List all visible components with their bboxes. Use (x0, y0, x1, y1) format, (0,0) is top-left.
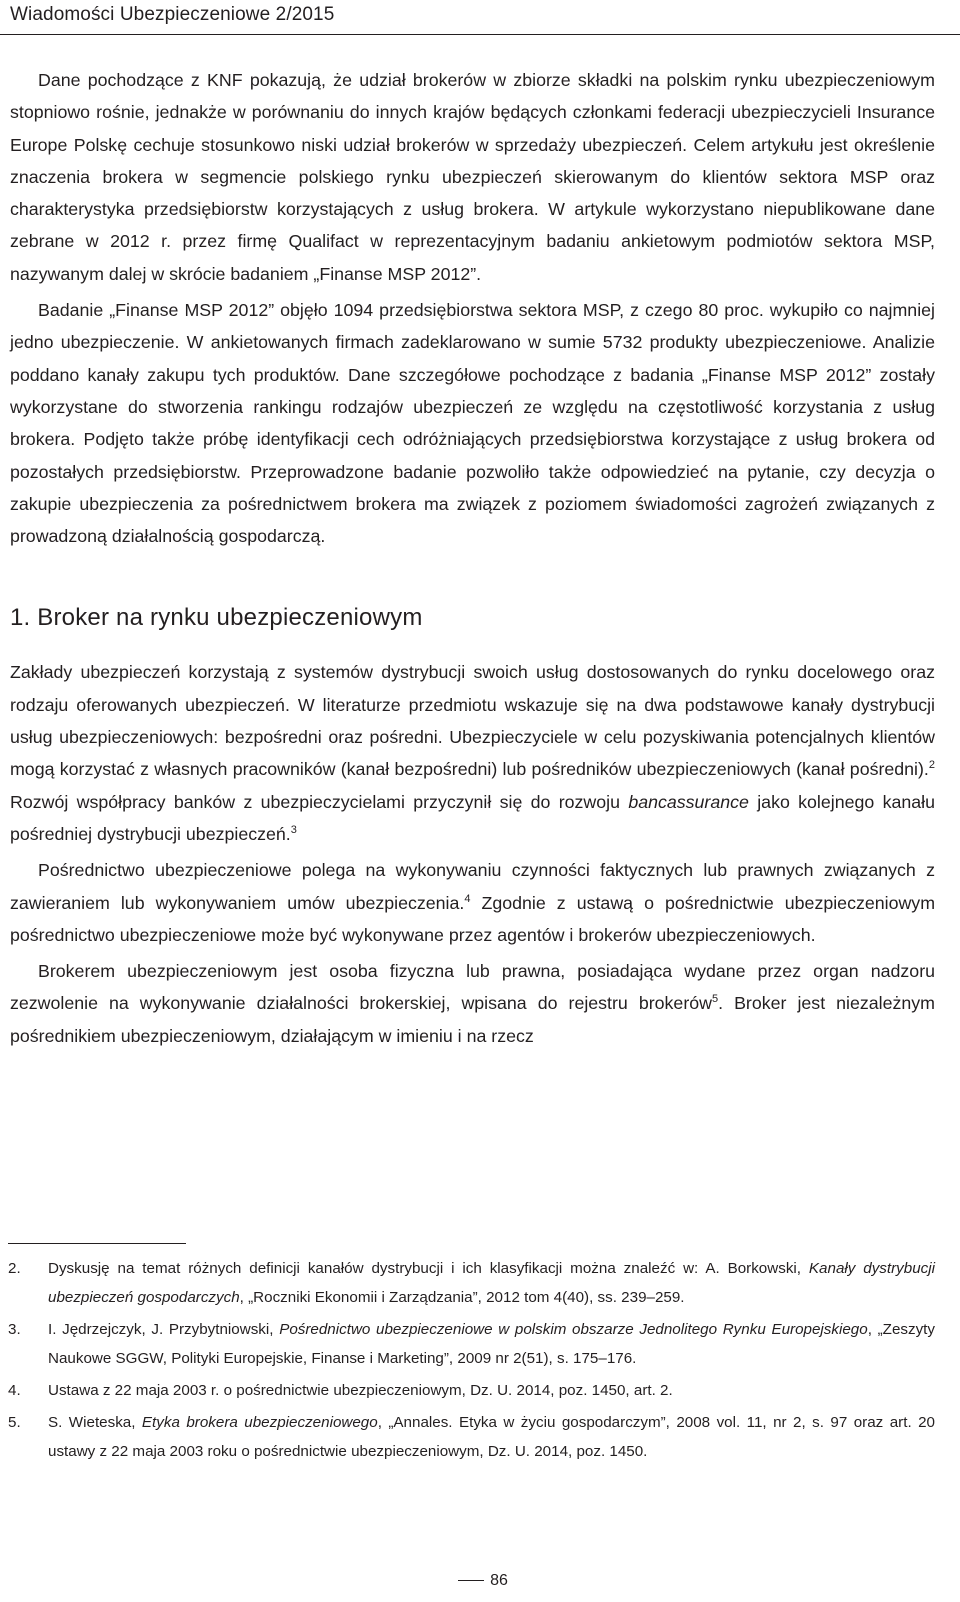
section-paragraph-1 (10, 656, 935, 850)
journal-title: Wiadomości Ubezpieczeniowe 2/2015 (10, 4, 335, 25)
footnote-number: 4. (8, 1382, 21, 1399)
footnote-ref-5: 5 (711, 993, 719, 1006)
footnote-text-part: Ustawa z 22 maja 2003 r. o pośrednictwie ubezpieczeniowym, Dz. U. 2014, poz. 1450, art. 2. (48, 1382, 673, 1399)
footnote-ref-2: 2 (928, 759, 935, 772)
paragraph-text: Zakłady ubezpieczeń korzystają z systemów dystrybucji swoich usług dostosowanych do rynku docelowego oraz rodzaju oferowanych ubezpieczeń. W literaturze przedmiotu wskazuje się na dwa podstawowe kanały dystrybucji usług ubezpieczeniowych: bezpośredni oraz pośredni. Ubezpieczyciele w celu pozyskiwania potencjalnych klientów mogą korzystać z własnych pracowników (kanał bezpośredni) lub pośredników ubezpieczeniowych (kanał pośredni). (10, 662, 935, 780)
footnote-text-part: , „Zeszyty Naukowe SGGW, Polityki Europejskie, Finanse i Marketing”, 2009 nr 2(51), s. 175–176. (48, 1321, 935, 1367)
footnote-divider (8, 1243, 186, 1244)
paragraph-text: . Broker jest niezależnym pośrednikiem ubezpieczeniowym, działającym w imieniu i na rzecz (10, 993, 935, 1046)
footnote-text (48, 1376, 935, 1405)
footnote-text-part: , „Roczniki Ekonomii i Zarządzania”, 2012 tom 4(40), ss. 239–259. (239, 1289, 685, 1306)
footnote-text (48, 1408, 935, 1466)
page-number-dash (458, 1580, 484, 1581)
page-number (0, 1572, 960, 1590)
footnote-number: 5. (8, 1414, 21, 1431)
footnote-text (48, 1254, 935, 1312)
footnote-number: 3. (8, 1321, 21, 1338)
footnote-item (8, 1315, 935, 1373)
section-paragraph-3 (10, 955, 935, 1052)
section-heading: 1. Broker na rynku ubezpieczeniowym (10, 604, 423, 632)
footnote-text-part: , „Annales. Etyka w życiu gospodarczym”, 2008 vol. 11, nr 2, s. 97 oraz art. 20 ustawy z 22 maja 2003 roku o pośrednictwie ubezpieczeniowym, Dz. U. 2014, poz. 1450. (48, 1414, 936, 1460)
footnote-number: 2. (8, 1260, 21, 1277)
footnote-title: Etyka brokera ubezpieczeniowego (141, 1414, 378, 1431)
paragraph-text: Pośrednictwo ubezpieczeniowe polega na wykonywaniu czynności faktycznych lub prawnych związanych z zawieraniem lub wykonywaniem umów ubezpieczenia. (10, 860, 935, 913)
footnote-ref-4: 4 (464, 892, 471, 905)
footnote-item (8, 1376, 935, 1405)
study-paragraph: Badanie „Finanse MSP 2012” objęło 1094 przedsiębiorstwa sektora MSP, z czego 80 proc. wykupiło co najmniej jedno ubezpieczenie. W ankietowanych firmach zadeklarowano w sumie 5732 produkty ubezpieczeniowe. Analizie poddano kanały zakupu tych produktów. Dane szczegółowe pochodzące z badania „Finanse MSP 2012” zostały wykorzystane do stworzenia rankingu rodzajów ubezpieczeń ze względu na częstotliwość korzystania z usług brokera. Podjęto także próbę identyfikacji cech odróżniających przedsiębiorstwa korzystające z usług brokera od pozostałych przedsiębiorstw. Przeprowadzone badanie pozwoliło także odpowiedzieć na pytanie, czy decyzja o zakupie ubezpieczenia za pośrednictwem brokera ma związek z poziomem świadomości zagrożeń związanych z prowadzoną działalnością gospodarczą. (10, 300, 935, 547)
page-number-value: 86 (490, 1572, 508, 1589)
paragraph-text: jako kolejnego kanału pośredniej dystrybucji ubezpieczeń. (10, 791, 935, 844)
running-header (0, 0, 960, 35)
italic-term: bancassurance (628, 791, 749, 812)
section-paragraph-2 (10, 854, 935, 951)
footnote-title: Pośrednictwo ubezpieczeniowe w polskim obszarze Jednolitego Rynku Europejskiego (279, 1321, 868, 1338)
footnote-title: Kanały dystrybucji ubezpieczeń gospodarczych (48, 1260, 936, 1306)
footnote-item (8, 1408, 935, 1466)
intro-paragraph: Dane pochodzące z KNF pokazują, że udział brokerów w zbiorze składki na polskim rynku ubezpieczeniowym stopniowo rośnie, jednakże w porównaniu do innych krajów będących członkami federacji ubezpieczycieli Insurance Europe Polskę cechuje stosunkowo niski udział brokerów w sprzedaży ubezpieczeń. Celem artykułu jest określenie znaczenia brokera w segmencie polskiego rynku ubezpieczeń skierowanym do klientów sektora MSP oraz charakterystyka przedsiębiorstw korzystających z usług brokera. W artykule wykorzystano niepublikowane dane zebrane w 2012 r. przez firmę Qualifact w reprezentacyjnym badaniu ankietowym podmiotów sektora MSP, nazywanym dalej w skrócie badaniem „Finanse MSP 2012”. (10, 70, 935, 284)
footnote-text-part: I. Jędrzejczyk, J. Przybytniowski, (48, 1321, 280, 1338)
paragraph-text: Brokerem ubezpieczeniowym jest osoba fizyczna lub prawna, posiadająca wydane przez organ nadzoru zezwolenie na wykonywanie działalności brokerskiej, wpisana do rejestru brokerów (10, 961, 935, 1014)
footnote-text (48, 1315, 935, 1373)
article-body (10, 64, 935, 1052)
footnote-text-part: S. Wieteska, (48, 1414, 142, 1431)
footnotes (8, 1254, 935, 1469)
footnote-ref-3: 3 (290, 824, 297, 837)
footnote-text-part: Dyskusję na temat różnych definicji kanałów dystrybucji i ich klasyfikacji można znaleźć w: A. Borkowski, (48, 1260, 809, 1277)
footnote-item (8, 1254, 935, 1312)
paragraph-text: Zgodnie z ustawą o pośrednictwie ubezpieczeniowym pośrednictwo ubezpieczeniowe może być wykonywane przez agentów i brokerów ubezpieczeniowych. (10, 892, 936, 945)
paragraph-text: Rozwój współpracy banków z ubezpieczycielami przyczynił się do rozwoju (10, 791, 629, 812)
